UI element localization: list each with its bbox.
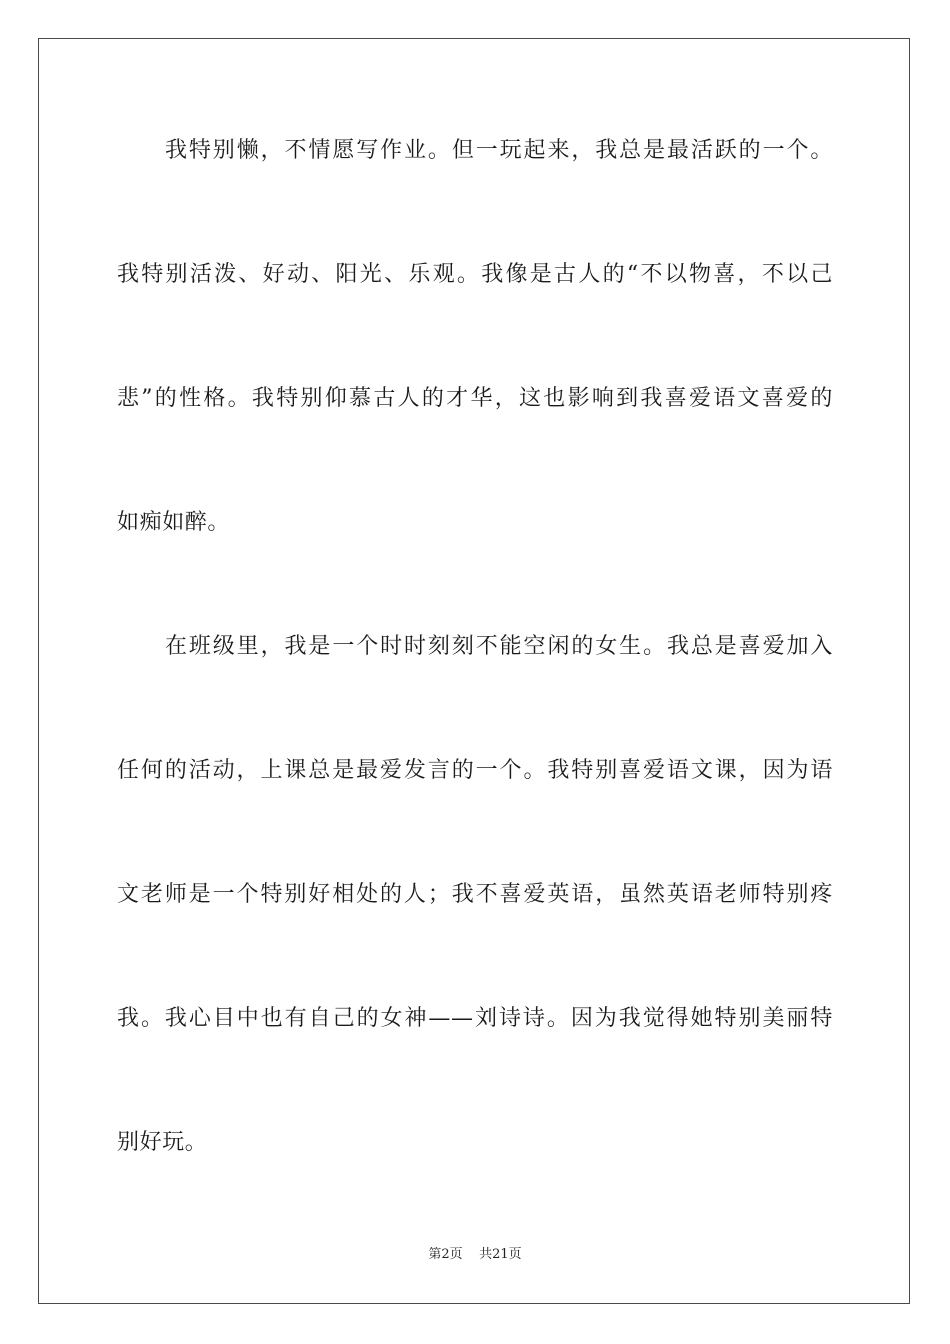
paragraph-2-line-4: 我。我心目中也有自己的女神——刘诗诗。因为我觉得她特别美丽特 bbox=[117, 1006, 833, 1031]
total-pages: 共21页 bbox=[479, 1247, 522, 1262]
paragraph-2-line-3: 文老师是一个特别好相处的人；我不喜爱英语，虽然英语老师特别疼 bbox=[117, 882, 833, 907]
paragraph-2-line-5: 别好玩。 bbox=[117, 1130, 208, 1155]
paragraph-1-line-3: 悲”的性格。我特别仰慕古人的才华，这也影响到我喜爱语文喜爱的 bbox=[117, 386, 833, 411]
page-border bbox=[38, 38, 910, 1304]
paragraph-1-line-4: 如痴如醉。 bbox=[117, 510, 231, 535]
paragraph-2-line-2: 任何的活动，上课总是最爱发言的一个。我特别喜爱语文课，因为语 bbox=[117, 758, 833, 783]
paragraph-1-line-1: 我特别懒，不情愿写作业。但一玩起来，我总是最活跃的一个。 bbox=[165, 138, 833, 163]
page-number: 第2页 bbox=[428, 1247, 463, 1262]
page-footer bbox=[0, 1246, 950, 1264]
paragraph-2-line-1: 在班级里，我是一个时时刻刻不能空闲的女生。我总是喜爱加入 bbox=[165, 634, 833, 659]
paragraph-1-line-2: 我特别活泼、好动、阳光、乐观。我像是古人的“不以物喜，不以己 bbox=[117, 262, 833, 287]
